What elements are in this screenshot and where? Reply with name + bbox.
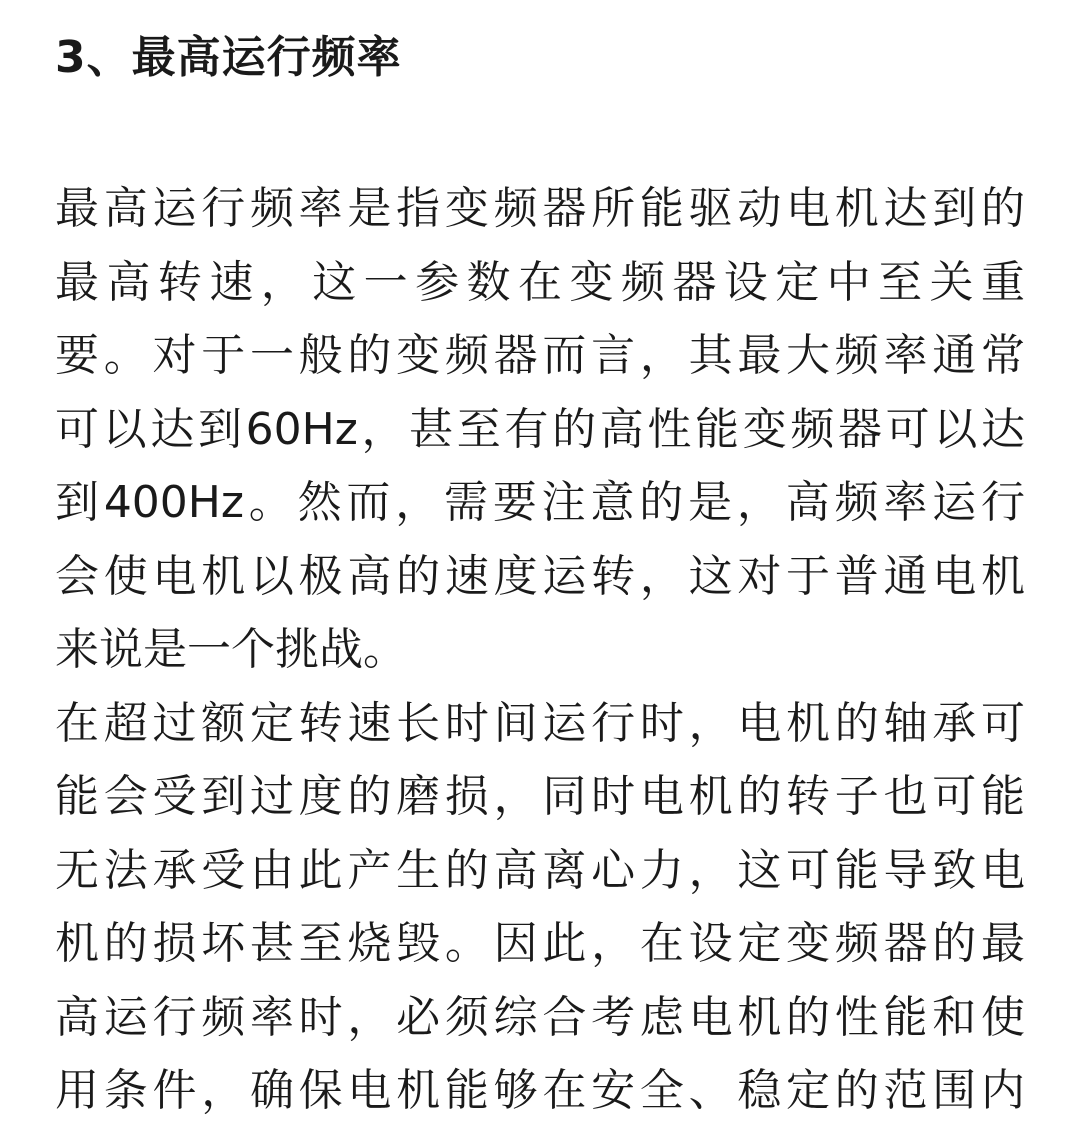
article xyxy=(55,0,1025,1128)
paragraph-line: 最高运行频率是指变频器所能驱动电机达到的 xyxy=(55,183,1025,234)
section-heading: 3、最高运行频率 xyxy=(55,32,402,83)
paragraph-line: 高运行频率时，必须综合考虑电机的性能和使 xyxy=(55,991,1025,1043)
paragraph-line: 用条件，确保电机能够在安全、稳定的范围内 xyxy=(55,1065,1025,1116)
paragraph-line: 会使电机以极高的速度运转，这对于普通电机 xyxy=(55,550,1025,602)
paragraph-line: 最高转速，这一参数在变频器设定中至关重 xyxy=(55,256,1025,308)
paragraph-line: 可以达到60Hz，甚至有的高性能变频器可以达 xyxy=(55,403,1025,455)
paragraph-2 xyxy=(55,687,1025,1128)
paragraph-line: 要。对于一般的变频器而言，其最大频率通常 xyxy=(55,330,1025,381)
paragraph-line: 无法承受由此产生的高离心力，这可能导致电 xyxy=(55,844,1025,896)
paragraph-line: 能会受到过度的磨损，同时电机的转子也可能 xyxy=(55,771,1025,822)
paragraph-line: 机的损坏甚至烧毁。因此，在设定变频器的最 xyxy=(55,918,1025,969)
paragraph-line: 在超过额定转速长时间运行时，电机的轴承可 xyxy=(55,697,1025,749)
paragraph-line: 到400Hz。然而，需要注意的是，高频率运行 xyxy=(55,477,1025,528)
paragraph-1 xyxy=(55,172,1025,687)
paragraph-line: 来说是一个挑战。 xyxy=(55,624,407,675)
